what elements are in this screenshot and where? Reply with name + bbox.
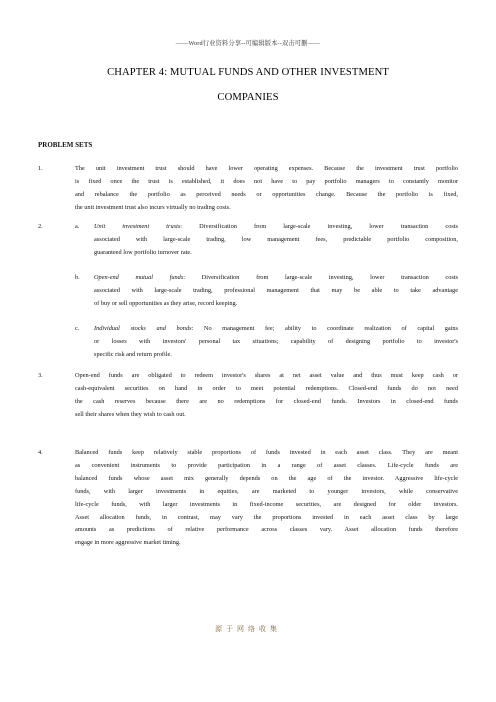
- text-line: life-cycle funds, with larger investments in fixed-income securities, are designed for older investors.: [75, 500, 458, 508]
- text-fragment: : Diversification from large-scale investing, lower transaction costs: [180, 223, 458, 230]
- sub-item-letter: b.: [75, 274, 80, 281]
- text-line: guaranteed low portfolio turnover rate.: [94, 248, 192, 256]
- footer-note: 源于网络收集: [215, 625, 281, 633]
- item-text: [75, 163, 458, 215]
- text-line: amounts as predictions of relative performance across classes vary. Asset allocation funds therefore: [75, 526, 458, 534]
- text-line: is fixed once the trust is established, it does not have to pay portfolio managers to constantly monitor: [75, 177, 458, 185]
- text-line: Asset allocation funds, in contrast, may vary the proportions invested in each asset class by large: [75, 513, 458, 521]
- item-number: 1.: [38, 165, 43, 172]
- text-line: funds, with larger investments in equities, are marketed to younger investors, while conservative: [75, 487, 458, 495]
- text-line: Balanced funds keep relatively stable proportions of funds invested in each asset class. They are meant: [75, 449, 458, 456]
- text-line: engage in more aggressive market timing.: [75, 539, 181, 547]
- text-line: the cash reserves because there are no redemptions for closed-end funds. Investors in closed-end funds: [75, 397, 458, 405]
- text-line: as convenient instruments to provide participation in a range of asset classes. Life-cycle funds are: [75, 461, 458, 469]
- text-line: associated with large-scale trading, low management fees, predictable portfolio composition,: [94, 235, 458, 243]
- text-line: sell their shares when they wish to cash out.: [75, 410, 186, 418]
- text-line: The unit investment trust should have lower operating expenses. Because the investment trust portfolio: [75, 165, 458, 172]
- text-line: the unit investment trust also incurs virtually no trading costs.: [75, 203, 231, 211]
- text-line: cash-equivalent securities on hand in order to meet potential redemptions. Closed-end funds do not need: [75, 384, 458, 392]
- sub-item-label: Unit investment trusts: [94, 223, 181, 230]
- text-line: or losses with investors' personal tax situations; capability of designing portfolio to investor's: [94, 337, 458, 345]
- text-line: [94, 272, 458, 285]
- text-line: balanced funds whose asset mix generally depends on the age of the investor. Aggressive life-cycle: [75, 474, 458, 482]
- text-fragment: : No management fee; ability to coordinate realization of capital gains: [191, 325, 458, 332]
- header-banner: ——Word行业资料分享--可编辑版本--双击可删——: [175, 40, 321, 47]
- text-line: Open-end funds are obligated to redeem investor's shares at net asset value and thus must keep cash or: [75, 372, 458, 379]
- sub-item-text: [94, 221, 458, 260]
- item-text: [75, 370, 458, 422]
- item-number: 3.: [38, 372, 43, 379]
- item-number: 4.: [38, 449, 43, 456]
- chapter-title-line-1: CHAPTER 4: MUTUAL FUNDS AND OTHER INVESTMENT: [107, 67, 389, 78]
- sub-item-label: Open-end mutual funds: [94, 274, 184, 281]
- sub-item-letter: a.: [75, 223, 80, 230]
- sub-item-text: [94, 323, 458, 362]
- item-text: [75, 447, 458, 550]
- sub-item-letter: c.: [75, 325, 80, 332]
- sub-item-label: Individual stocks and bonds: [94, 325, 192, 332]
- section-heading: PROBLEM SETS: [38, 141, 93, 149]
- sub-item-text: [94, 272, 458, 311]
- text-fragment: : Diversification from large-scale investing, lower transaction costs: [183, 274, 458, 281]
- text-line: associated with large-scale trading, professional management that may be able to take advantage: [94, 286, 458, 294]
- item-number: 2.: [38, 223, 43, 230]
- text-line: and rebalance the portfolio as perceived needs or opportunities change. Because the portfolio is fixed,: [75, 190, 458, 198]
- text-line: [94, 323, 458, 336]
- text-line: specific risk and return profile.: [94, 350, 172, 358]
- text-line: of buy or sell opportunities as they arise, record keeping.: [94, 299, 238, 307]
- text-line: [94, 221, 458, 234]
- chapter-title-line-2: COMPANIES: [217, 92, 279, 103]
